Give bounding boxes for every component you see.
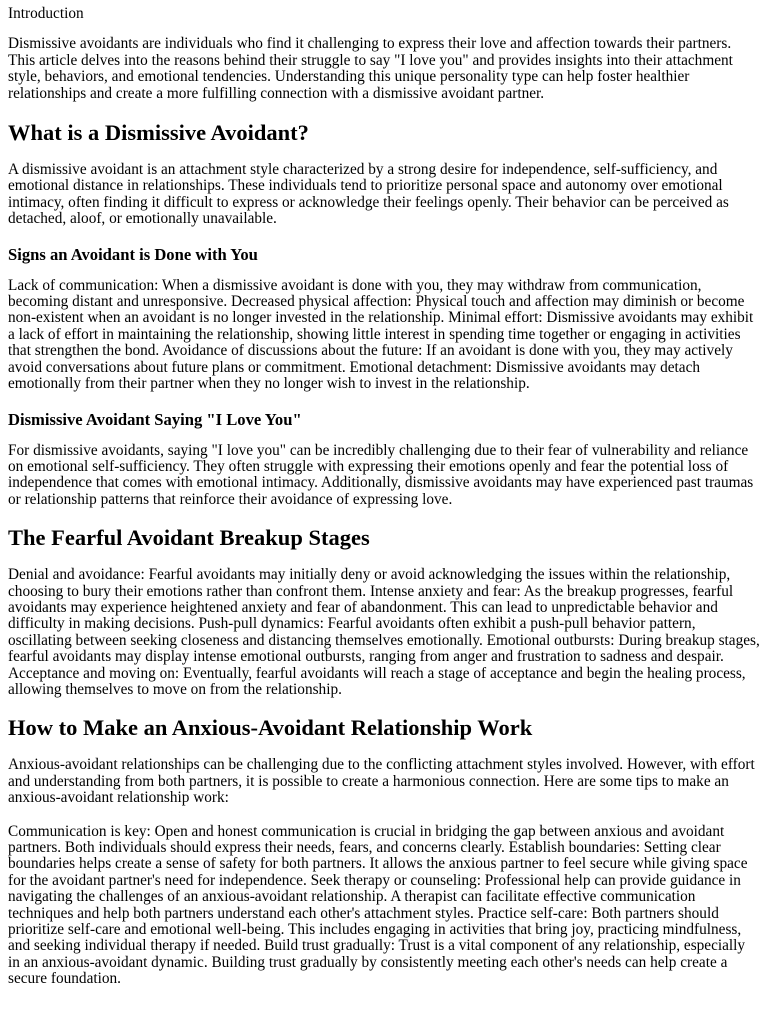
section-body-anxious-avoidant-tips: Communication is key: Open and honest communication is crucial in bridging the gap between anxious and avoidant partners. Both individuals should express their needs, fears, and concerns clearly. Establish boundaries: Setting clear boundaries helps create a sense of safety for both partners. It allows the anxious partner to feel secure while giving space for the avoidant partner's need for independence. Seek therapy or counseling: Professional help can provide guidance in navigating the challenges of an anxious-avoidant relationship. A therapist can facilitate effective communication techniques and help both partners understand each other's attachment styles. Practice self-care: Both partners should prioritize self-care and emotional well-being. This includes engaging in activities that bring joy, practicing mindfulness, and seeking individual therapy if needed. Build trust gradually: Trust is a vital component of any relationship, especially in an anxious-avoidant dynamic. Building trust gradually by consistently meeting each other's needs can help create a secure foundation. [8,822,748,988]
section-heading-anxious-avoidant-work: How to Make an Anxious-Avoidant Relationship Work [8,715,533,741]
intro-label: Introduction [8,5,84,22]
section-body-anxious-avoidant-intro: Anxious-avoidant relationships can be challenging due to the conflicting attachment styles involved. However, with effort and understanding from both partners, it is possible to create a harmonious connection. Here are some tips to make an anxious-avoidant relationship work: [8,756,755,807]
intro-paragraph: Dismissive avoidants are individuals who find it challenging to express their love and affection towards their partners. This article delves into the reasons behind their struggle to say "I love you" and provides insights into their attachment style, behaviors, and emotional tendencies. Understanding this unique personality type can help foster healthier relationships and create a more fulfilling connection with a dismissive avoidant partner. [8,35,733,102]
section-body-what-is-dismissive-avoidant: A dismissive avoidant is an attachment style characterized by a strong desire for independence, self-sufficiency, and emotional distance in relationships. These individuals tend to prioritize personal space and autonomy over emotional intimacy, often finding it difficult to express or acknowledge their feelings openly. Their behavior can be perceived as detached, aloof, or emotionally unavailable. [8,161,729,228]
section-heading-what-is-dismissive-avoidant: What is a Dismissive Avoidant? [8,120,309,146]
section-body-signs-avoidant-done: Lack of communication: When a dismissive avoidant is done with you, they may withdraw from communication, becoming distant and unresponsive. Decreased physical affection: Physical touch and affection may diminish or become non-existent when an avoidant is no longer invested in the relationship. Minimal effort: Dismissive avoidants may exhibit a lack of effort in maintaining the relationship, showing little interest in spending time together or engaging in activities that strengthen the bond. Avoidance of discussions about the future: If an avoidant is done with you, they may actively avoid conversations about future plans or commitment. Emotional detachment: Dismissive avoidants may detach emotionally from their partner when they no longer wish to invest in the relationship. [8,276,754,393]
section-heading-fearful-breakup-stages: The Fearful Avoidant Breakup Stages [8,525,370,551]
section-body-fearful-breakup-stages: Denial and avoidance: Fearful avoidants may initially deny or avoid acknowledging the issues within the relationship, choosing to bury their emotions rather than confront them. Intense anxiety and fear: As the breakup progresses, fearful avoidants may experience heightened anxiety and fear of abandonment. This can lead to unpredictable behavior and difficulty in making decisions. Push-pull dynamics: Fearful avoidants often exhibit a push-pull behavior pattern, oscillating between seeking closeness and distancing themselves emotionally. Emotional outbursts: During breakup stages, fearful avoidants may display intense emotional outbursts, ranging from anger and frustration to sadness and despair. Acceptance and moving on: Eventually, fearful avoidants will reach a stage of acceptance and begin the healing process, allowing themselves to move on from the relationship. [8,566,760,698]
section-heading-signs-avoidant-done: Signs an Avoidant is Done with You [8,244,258,264]
section-heading-saying-i-love-you: Dismissive Avoidant Saying "I Love You" [8,409,302,429]
section-body-saying-i-love-you: For dismissive avoidants, saying "I love you" can be incredibly challenging due to their fear of vulnerability and reliance on emotional self-sufficiency. They often struggle with expressing their emotions openly and fear the potential loss of independence that comes with emotional intimacy. Additionally, dismissive avoidants may have experienced past traumas or relationship patterns that reinforce their avoidance of expressing love. [8,441,754,508]
